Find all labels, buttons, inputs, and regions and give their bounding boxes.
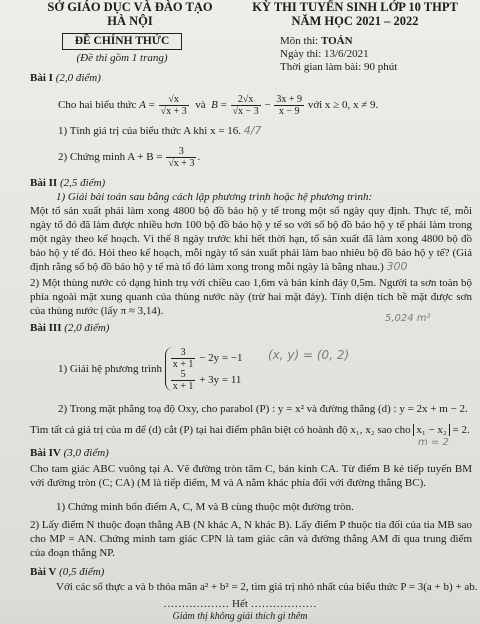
- bai2-problem-2-text: 2) Một thùng nước có dạng hình trụ với chiều cao 1,6m và bán kính đáy 0,5m. Người ta sơn toàn bộ phía ngoài mặt xung quanh của thùng nước này (trừ hai mặt đáy). Tính diện tích bề mặt được sơn của thùng nước (lấy π ≈ 3,14).: [30, 277, 472, 317]
- expr-a-den: √x + 3: [160, 106, 187, 117]
- eq2-rest: + 3y = 11: [199, 374, 242, 387]
- subject-label: Môn thi:: [280, 35, 319, 47]
- handwritten-answer-5: m = 2: [418, 437, 449, 448]
- bai3-heading: [30, 321, 472, 335]
- date-label: Ngày thi:: [280, 48, 322, 60]
- bai1-q2-end: .: [197, 151, 201, 164]
- bai4-heading: [30, 446, 472, 460]
- expr-b-den2: x − 9: [278, 106, 300, 117]
- bai3-q1-text: 1) Giải hệ phương trình: [58, 363, 163, 375]
- bai1-q2-den: √x + 3: [168, 158, 195, 169]
- subject-row: [280, 35, 397, 48]
- date-row: [280, 48, 397, 61]
- school-year: NĂM HỌC 2021 – 2022: [291, 14, 419, 28]
- duration-label: Thời gian làm bài:: [280, 61, 362, 73]
- expr-b-fraction-1: [231, 94, 261, 117]
- department-line-2: HÀ NỘI: [107, 14, 153, 28]
- bai2-points: (2,5 điểm): [59, 177, 106, 189]
- bai1-q2-fraction: [166, 146, 196, 169]
- exam-title-header: [250, 0, 460, 28]
- bai1-q1-text: 1) Tính giá trị của biểu thức A khi x = 16.: [58, 125, 242, 137]
- bai5-points: (0,5 điểm): [59, 566, 105, 578]
- bai1-q2: [58, 146, 472, 169]
- bai1-q2-num: 3: [166, 146, 196, 158]
- footer-note: Giám thị không giải thích gì thêm: [172, 611, 308, 622]
- bai1-q2-text: 2) Chứng minh A + B =: [58, 151, 163, 164]
- exam-info: [280, 35, 397, 74]
- bai2-heading: [30, 176, 472, 190]
- bai1-given-text: Cho hai biểu thức: [58, 99, 137, 112]
- expr-b-fraction-2: [274, 94, 304, 117]
- bai4-points: (3,0 điểm): [63, 447, 109, 459]
- bai2-intro: 1) Giải bài toán sau bằng cách lập phương trình hoặc hệ phương trình:: [56, 191, 373, 203]
- expr-a-num: √x: [159, 94, 189, 106]
- bai1-q1: [58, 124, 472, 138]
- bai1-title: Bài I: [30, 72, 53, 84]
- bai3-q2b-before: Tìm tất cả giá trị của m để (d) cắt (P) tại hai điểm phân biệt có hoành độ x₁, x₂ sao cho: [30, 424, 411, 436]
- bai2-problem-1: [30, 204, 472, 274]
- bai2-title: Bài II: [30, 177, 58, 189]
- handwritten-answer-4: (x, y) = (0, 2): [268, 348, 350, 362]
- system-eq-1: [170, 347, 243, 369]
- eq1-num: 3: [171, 347, 196, 359]
- bai4-q1: 1) Chứng minh bốn điểm A, C, M và B cùng thuộc một đường tròn.: [56, 501, 354, 513]
- bai3-points: (2,0 điểm): [64, 322, 110, 334]
- subject-value: TOÁN: [320, 35, 353, 47]
- bai1-points: (2,0 điểm): [55, 72, 101, 84]
- expr-b-num2: 3x + 9: [276, 94, 303, 105]
- bai3-title: Bài III: [30, 322, 62, 334]
- bai5-heading: [30, 565, 472, 579]
- expr-b-den1: √x − 3: [232, 106, 259, 117]
- official-label: ĐỀ CHÍNH THỨC: [62, 33, 182, 50]
- equation-system: [165, 347, 243, 391]
- exam-title: KỲ THI TUYỂN SINH LỚP 10 THPT: [252, 0, 458, 14]
- bai5-title: Bài V: [30, 566, 57, 578]
- handwritten-answer-3: 5,024 m²: [385, 313, 431, 324]
- eq2-fraction: [171, 369, 196, 392]
- bai3-q2: 2) Trong mặt phẳng toạ độ Oxy, cho parabol (P) : y = x² và đường thẳng (d) : y = 2x + m − 2.: [58, 403, 468, 415]
- system-eq-2: [170, 369, 243, 391]
- expr-a-var: A: [139, 99, 146, 112]
- expr-b-num1: 2√x: [231, 94, 261, 106]
- bai1-condition: với x ≥ 0, x ≠ 9.: [307, 99, 379, 112]
- duration-value: 90 phút: [364, 61, 398, 73]
- department-header: [40, 0, 220, 28]
- bai1-given: Cho hai biểu thức A = $\frac{√x}{√x + 3}$ và B = $\frac{2√x}{√x - 3}$ − $\frac{3x + 9}{x - 9}$ với x ≥ 0, x ≠ 9.: [58, 94, 379, 117]
- expr-b-var: B: [211, 99, 218, 112]
- handwritten-answer-1: 4/7: [243, 124, 262, 137]
- pages-note: (Đề thi gồm 1 trang): [76, 52, 168, 64]
- bai4-intro: Cho tam giác ABC vuông tại A. Vẽ đường tròn tâm C, bán kính CA. Từ điểm B kẻ tiếp tuyến BM với đường tròn (C; CA) (M là tiếp điểm, M và A nằm khác phía đối với đường thẳng BC).: [30, 463, 472, 489]
- end-mark: ……………… Hết ………………: [163, 598, 317, 610]
- handwritten-answer-2: 300: [386, 260, 408, 273]
- eq2-den: x + 1: [172, 381, 194, 393]
- bai3-q2b-abs: x₁ − x₂: [413, 424, 449, 436]
- bai4-title: Bài IV: [30, 447, 61, 459]
- bai1-heading: [30, 71, 472, 85]
- bai4-q2: 2) Lấy điểm N thuộc đoạn thẳng AB (N khác A, N khác B). Lấy điểm P thuộc tia đối của tia MB sao cho MP = AN. Chứng minh tam giác CPN là tam giác cân và đường thẳng AM đi qua trung điểm của đoạn thẳng NP.: [30, 519, 472, 559]
- eq1-fraction: [171, 347, 196, 370]
- eq2-num: 5: [171, 369, 196, 381]
- bai5-text: Với các số thực a và b thỏa mãn a² + b² = 2, tìm giá trị nhỏ nhất của biểu thức P = 3(a + b) + ab.: [56, 581, 478, 593]
- eq1-rest: − 2y = −1: [199, 352, 243, 365]
- department-line-1: SỞ GIÁO DỤC VÀ ĐÀO TẠO: [47, 0, 213, 14]
- expr-a-fraction: [159, 94, 189, 117]
- bai3-q2b-after: = 2.: [452, 424, 470, 436]
- date-value: 13/6/2021: [324, 48, 369, 60]
- eq1-den: x + 1: [172, 359, 194, 371]
- bai3-q2b: [30, 423, 472, 437]
- bai2-problem-1-text: Một tổ sản xuất phải làm xong 4800 bộ đồ bảo hộ y tế trong một số ngày quy định. Thực tế, mỗi ngày tổ đó đã làm được nhiều hơn 100 bộ đồ bảo hộ y tế so với số bộ đồ bảo hộ y tế phải làm trong một ngày theo kế hoạch. Vì thế 8 ngày trước khi hết thời hạn, tổ sản xuất đã làm xong 4800 bộ đồ bảo hộ y tế đó. Hỏi theo kế hoạch, mỗi ngày tổ sản xuất phải làm bao nhiêu bộ đồ bảo hộ y tế? (Giả định rằng số bộ đồ bảo hộ y tế mà tổ đó làm xong trong mỗi ngày là bằng nhau.): [30, 205, 472, 273]
